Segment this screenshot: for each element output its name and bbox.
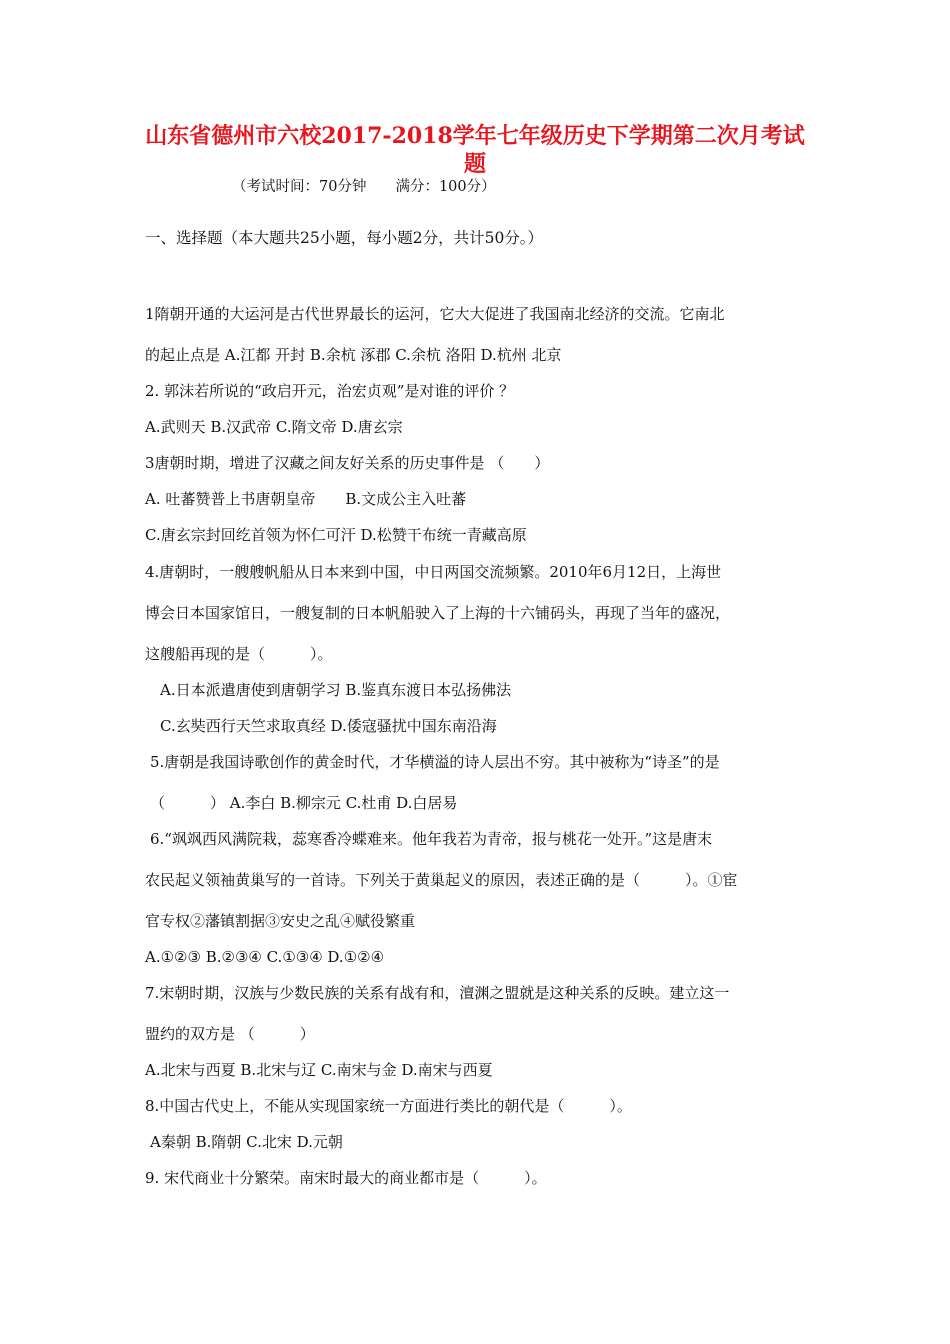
- question-4-line-1: 4.唐朝时，一艘艘帆船从日本来到中国，中日两国交流频繁。2010年6月12日，上海世: [145, 563, 722, 581]
- question-1-line-2: 的起止点是 A.江都 开封 B.余杭 涿郡 C.余杭 洛阳 D.杭州 北京: [145, 346, 562, 364]
- question-9: 9. 宋代商业十分繁荣。南宋时最大的商业都市是（ ）。: [145, 1169, 547, 1187]
- question-3: 3唐朝时期，增进了汉藏之间友好关系的历史事件是 （ ）: [145, 454, 550, 472]
- question-4-line-3: 这艘船再现的是（ ）。: [145, 645, 333, 663]
- document-title-line-1: 山东省德州市六校2017-2018学年七年级历史下学期第二次月考试: [145, 123, 805, 149]
- question-3-options-a-b: A. 吐蕃赞普上书唐朝皇帝 B.文成公主入吐蕃: [145, 490, 467, 508]
- question-7-options: A.北宋与西夏 B.北宋与辽 C.南宋与金 D.南宋与西夏: [145, 1061, 493, 1079]
- exam-info: （考试时间：70分钟 满分：100分）: [232, 179, 496, 195]
- question-2: 2. 郭沫若所说的“政启开元，治宏贞观”是对谁的评价 ？: [145, 382, 515, 400]
- question-6-line-1: 6.“飒飒西风满院栽，蕊寒香冷蝶难来。他年我若为青帝，报与桃花一处开。”这是唐末: [150, 830, 713, 848]
- question-5-line-2: （ ） A.李白 B.柳宗元 C.杜甫 D.白居易: [150, 794, 458, 812]
- question-8-options: A秦朝 B.隋朝 C.北宋 D.元朝: [150, 1133, 343, 1151]
- question-2-options: A.武则天 B.汉武帝 C.隋文帝 D.唐玄宗: [145, 418, 403, 436]
- question-3-options-c-d: C.唐玄宗封回纥首领为怀仁可汗 D.松赞干布统一青藏高原: [145, 526, 527, 544]
- question-4-options-c-d: C.玄奘西行天竺求取真经 D.倭寇骚扰中国东南沿海: [160, 717, 497, 735]
- question-7-line-1: 7.宋朝时期，汉族与少数民族的关系有战有和，澶渊之盟就是这种关系的反映。建立这一: [145, 984, 730, 1002]
- question-1-line-1: 1隋朝开通的大运河是古代世界最长的运河，它大大促进了我国南北经济的交流。它南北: [145, 305, 725, 323]
- question-5-line-1: 5.唐朝是我国诗歌创作的黄金时代，才华横溢的诗人层出不穷。其中被称为“诗圣”的是: [150, 753, 720, 771]
- question-6-options: A.①②③ B.②③④ C.①③④ D.①②④: [145, 948, 385, 966]
- section-heading: 一、选择题（本大题共25小题，每小题2分，共计50分。）: [145, 229, 544, 247]
- question-6-line-2: 农民起义领袖黄巢写的一首诗。下列关于黄巢起义的原因，表述正确的是（ ）。①宦: [145, 871, 738, 889]
- question-8: 8.中国古代史上，不能从实现国家统一方面进行类比的朝代是（ ）。: [145, 1097, 632, 1115]
- document-title-line-2: 题: [463, 151, 486, 177]
- question-4-line-2: 博会日本国家馆日，一艘复制的日本帆船驶入了上海的十六铺码头，再现了当年的盛况，: [145, 604, 731, 622]
- question-4-options-a-b: A.日本派遣唐使到唐朝学习 B.鉴真东渡日本弘扬佛法: [160, 681, 512, 699]
- question-7-line-2: 盟约的双方是 （ ）: [145, 1025, 315, 1043]
- question-6-line-3: 官专权②藩镇割据③安史之乱④赋役繁重: [145, 912, 416, 930]
